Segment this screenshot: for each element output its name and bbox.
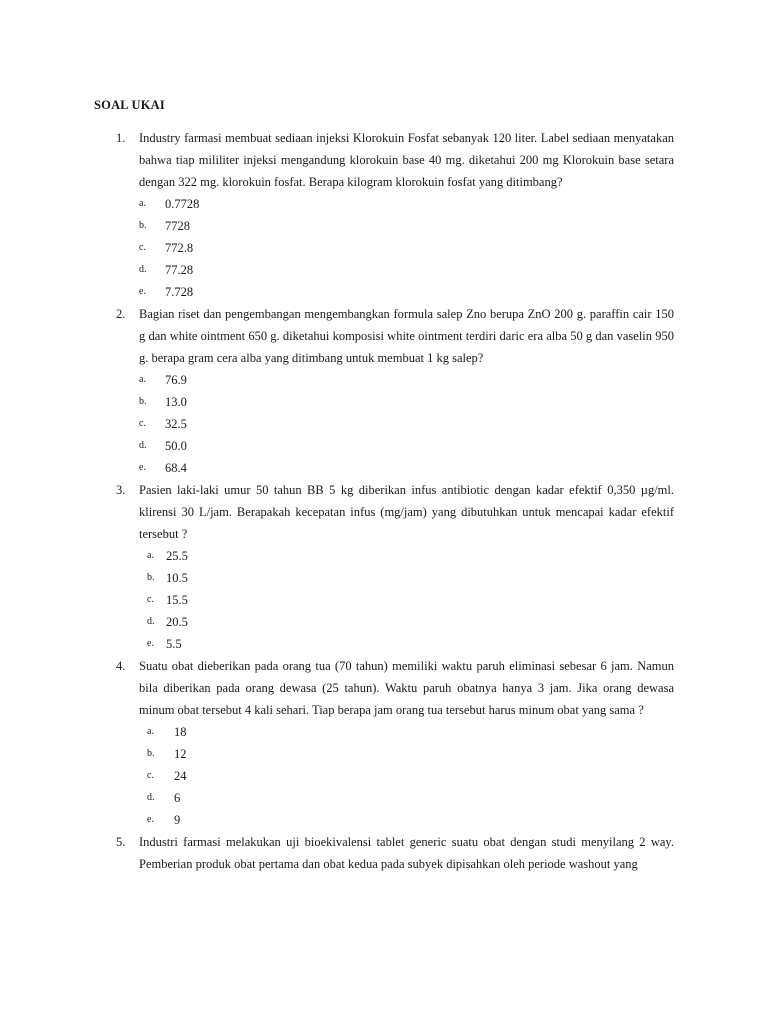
option-b (0, 567, 768, 589)
option-c (0, 237, 768, 259)
option-value: 15.5 (166, 593, 188, 607)
option-e (0, 633, 768, 655)
option-value: 25.5 (166, 549, 188, 563)
option-value: 68.4 (165, 461, 187, 475)
question-2 (0, 303, 768, 479)
option-list (0, 193, 768, 303)
option-letter: b. (139, 396, 147, 407)
option-letter: b. (147, 748, 155, 759)
question-4 (0, 655, 768, 831)
option-letter: c. (139, 242, 146, 253)
option-c (0, 765, 768, 787)
option-letter: a. (139, 374, 146, 385)
question-5 (0, 831, 768, 875)
option-d (0, 259, 768, 281)
option-list (0, 721, 768, 831)
document-title: SOAL UKAI (94, 98, 165, 112)
option-letter: e. (147, 814, 154, 825)
option-value: 6 (174, 791, 181, 805)
option-value: 77.28 (165, 263, 194, 277)
option-c (0, 413, 768, 435)
option-value: 32.5 (165, 417, 187, 431)
option-b (0, 743, 768, 765)
option-letter: d. (139, 440, 147, 451)
option-value: 50.0 (165, 439, 187, 453)
option-letter: c. (139, 418, 146, 429)
option-c (0, 589, 768, 611)
option-value: 9 (174, 813, 181, 827)
option-letter: e. (139, 286, 146, 297)
question-number: 2. (116, 307, 126, 321)
question-text: Industri farmasi melakukan uji bioekivalensi tablet generic suatu obat dengan studi menyilang 2 way. Pemberian produk obat pertama dan obat kedua pada subyek dipisahkan oleh periode washout yang (139, 835, 674, 871)
option-b (0, 391, 768, 413)
question-list (0, 127, 768, 875)
option-list (0, 545, 768, 655)
option-letter: d. (139, 264, 147, 275)
option-value: 24 (174, 769, 187, 783)
option-value: 10.5 (166, 571, 188, 585)
question-text: Suatu obat dieberikan pada orang tua (70 tahun) memiliki waktu paruh eliminasi sebesar 6 jam. Namun bila diberikan pada orang dewasa (25 tahun). Waktu paruh obatnya hanya 3 jam. Jika orang dewasa minum obat tersebut 4 kali sehari. Tiap berapa jam orang tua tersebut harus minum obat yang sama ? (139, 659, 674, 717)
option-b (0, 215, 768, 237)
option-value: 7.728 (165, 285, 194, 299)
option-value: 76.9 (165, 373, 187, 387)
option-e (0, 457, 768, 479)
option-e (0, 809, 768, 831)
option-letter: d. (147, 792, 155, 803)
question-text: Bagian riset dan pengembangan mengembangkan formula salep Zno berupa ZnO 200 g. paraffin cair 150 g dan white ointment 650 g. diketahui komposisi white ointment terdiri daric era alba 50 g dan vaselin 950 g. berapa gram cera alba yang ditimbang untuk membuat 1 kg salep? (139, 307, 674, 365)
question-number: 5. (116, 835, 126, 849)
question-text: Industry farmasi membuat sediaan injeksi Klorokuin Fosfat sebanyak 120 liter. Label sediaan menyatakan bahwa tiap mililiter injeksi mengandung klorokuin base 40 mg. diketahui 200 mg Klorokuin base setara dengan 322 mg. klorokuin fosfat. Berapa kilogram klorokuin fosfat yang ditimbang? (139, 131, 674, 189)
option-a (0, 193, 768, 215)
option-d (0, 611, 768, 633)
option-value: 18 (174, 725, 187, 739)
option-letter: a. (147, 550, 154, 561)
question-1 (0, 127, 768, 303)
option-value: 7728 (165, 219, 190, 233)
option-value: 0.7728 (165, 197, 200, 211)
option-value: 5.5 (166, 637, 182, 651)
option-letter: a. (139, 198, 146, 209)
option-letter: b. (139, 220, 147, 231)
option-letter: b. (147, 572, 155, 583)
option-value: 772.8 (165, 241, 194, 255)
option-letter: e. (147, 638, 154, 649)
option-a (0, 721, 768, 743)
option-letter: d. (147, 616, 155, 627)
question-3 (0, 479, 768, 655)
option-value: 20.5 (166, 615, 188, 629)
question-number: 3. (116, 483, 126, 497)
option-letter: c. (147, 770, 154, 781)
option-e (0, 281, 768, 303)
option-value: 13.0 (165, 395, 187, 409)
option-value: 12 (174, 747, 187, 761)
option-letter: e. (139, 462, 146, 473)
question-number: 4. (116, 659, 126, 673)
option-letter: c. (147, 594, 154, 605)
option-letter: a. (147, 726, 154, 737)
option-a (0, 369, 768, 391)
question-number: 1. (116, 131, 126, 145)
option-d (0, 787, 768, 809)
question-text: Pasien laki-laki umur 50 tahun BB 5 kg diberikan infus antibiotic dengan kadar efektif 0,350 µg/ml. klirensi 30 L/jam. Berapakah kecepatan infus (mg/jam) yang dibutuhkan untuk mencapai kadar efektif tersebut ? (139, 483, 674, 541)
option-a (0, 545, 768, 567)
option-d (0, 435, 768, 457)
option-list (0, 369, 768, 479)
